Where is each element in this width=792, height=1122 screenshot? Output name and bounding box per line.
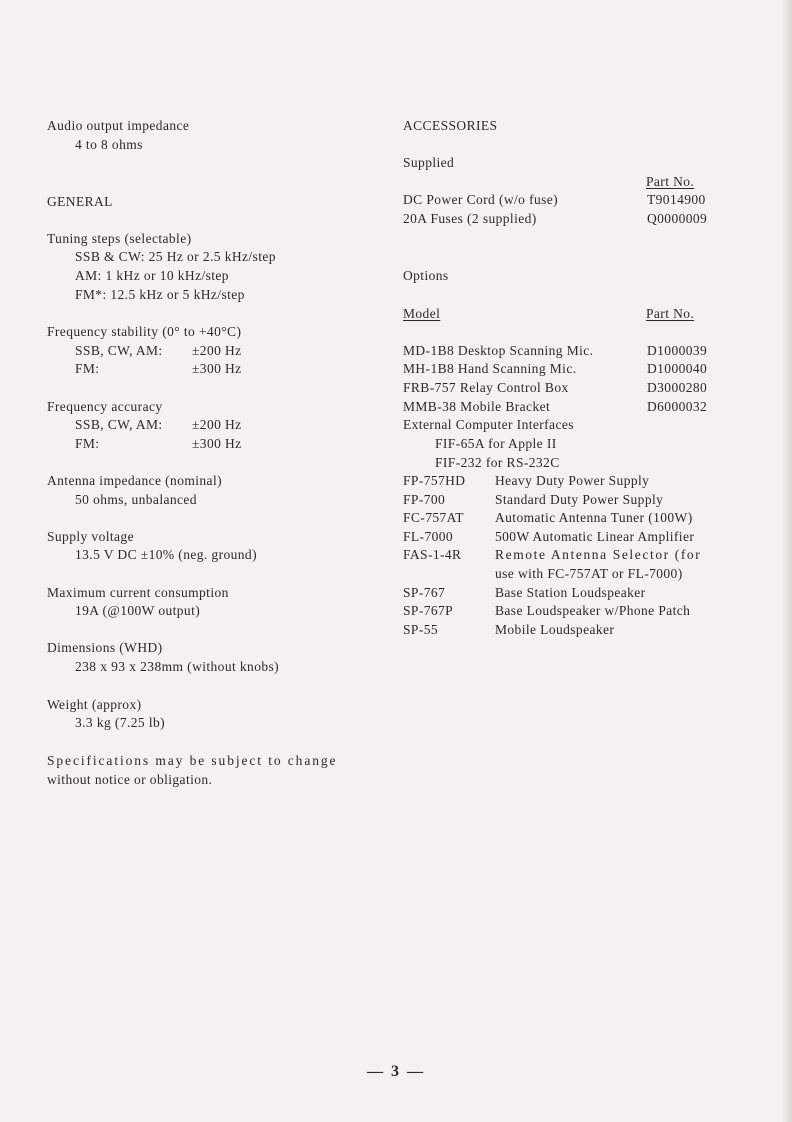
option-model-desc: Remote Antenna Selector (for: [495, 547, 702, 562]
disclaimer-line: Specifications may be subject to change: [47, 753, 338, 768]
audio-output-impedance-value: 4 to 8 ohms: [75, 137, 143, 152]
supply-voltage-value: 13.5 V DC ±10% (neg. ground): [75, 547, 257, 562]
tuning-steps-line: AM: 1 kHz or 10 kHz/step: [75, 268, 229, 283]
weight-value: 3.3 kg (7.25 lb): [75, 715, 166, 730]
max-current-value: 19A (@100W output): [75, 603, 201, 618]
option-model: FAS-1-4R: [403, 547, 462, 562]
option-part-name: MH-1B8 Hand Scanning Mic.: [403, 361, 577, 376]
tuning-steps-label: Tuning steps (selectable): [47, 231, 192, 246]
option-model: FP-700: [403, 492, 446, 507]
supplied-item-name: 20A Fuses (2 supplied): [403, 211, 537, 226]
option-model-desc-continued: use with FC-757AT or FL-7000): [495, 566, 683, 581]
option-model-desc: Automatic Antenna Tuner (100W): [495, 510, 693, 525]
option-part-name: FRB-757 Relay Control Box: [403, 380, 569, 395]
supplied-item-part: T9014900: [647, 192, 706, 207]
supplied-item-name: DC Power Cord (w/o fuse): [403, 192, 559, 207]
option-part-name: MMB-38 Mobile Bracket: [403, 399, 551, 414]
options-part-no-header: Part No.: [646, 306, 695, 321]
option-part-name: MD-1B8 Desktop Scanning Mic.: [403, 343, 594, 358]
frequency-accuracy-value: ±300 Hz: [192, 436, 242, 451]
external-interface-item: FIF-232 for RS-232C: [435, 455, 560, 470]
speaker-desc: Base Station Loudspeaker: [495, 585, 646, 600]
frequency-stability-value: ±200 Hz: [192, 343, 242, 358]
speaker-desc: Mobile Loudspeaker: [495, 622, 615, 637]
general-heading: GENERAL: [47, 194, 113, 209]
max-current-label: Maximum current consumption: [47, 585, 229, 600]
option-model-desc: Heavy Duty Power Supply: [495, 473, 650, 488]
tuning-steps-line: FM*: 12.5 kHz or 5 kHz/step: [75, 287, 245, 302]
option-part-number: D1000039: [647, 343, 708, 358]
option-model-desc: 500W Automatic Linear Amplifier: [495, 529, 695, 544]
frequency-stability-label: Frequency stability (0° to +40°C): [47, 324, 242, 339]
tuning-steps-line: SSB & CW: 25 Hz or 2.5 kHz/step: [75, 249, 276, 264]
frequency-stability-value: ±300 Hz: [192, 361, 242, 376]
speaker-model: SP-55: [403, 622, 439, 637]
option-model: FL-7000: [403, 529, 454, 544]
supply-voltage-label: Supply voltage: [47, 529, 134, 544]
option-model: FC-757AT: [403, 510, 464, 525]
option-model: FP-757HD: [403, 473, 466, 488]
page-number: — 3 —: [367, 1063, 425, 1080]
option-part-number: D3000280: [647, 380, 708, 395]
page-edge-shadow: [782, 0, 792, 1122]
audio-output-impedance-label: Audio output impedance: [47, 118, 190, 133]
option-model-desc: Standard Duty Power Supply: [495, 492, 664, 507]
frequency-accuracy-mode: SSB, CW, AM:: [75, 417, 163, 432]
speaker-desc: Base Loudspeaker w/Phone Patch: [495, 603, 691, 618]
options-heading: Options: [403, 268, 449, 283]
speaker-model: SP-767: [403, 585, 446, 600]
external-interfaces-label: External Computer Interfaces: [403, 417, 574, 432]
supplied-item-part: Q0000009: [647, 211, 708, 226]
frequency-accuracy-label: Frequency accuracy: [47, 399, 163, 414]
antenna-impedance-label: Antenna impedance (nominal): [47, 473, 222, 488]
weight-label: Weight (approx): [47, 697, 142, 712]
supplied-part-no-header: Part No.: [646, 174, 695, 189]
frequency-stability-mode: FM:: [75, 361, 100, 376]
external-interface-item: FIF-65A for Apple II: [435, 436, 557, 451]
supplied-heading: Supplied: [403, 155, 455, 170]
dimensions-label: Dimensions (WHD): [47, 640, 163, 655]
frequency-accuracy-mode: FM:: [75, 436, 100, 451]
option-part-number: D6000032: [647, 399, 708, 414]
antenna-impedance-value: 50 ohms, unbalanced: [75, 492, 197, 507]
options-model-header: Model: [403, 306, 441, 321]
dimensions-value: 238 x 93 x 238mm (without knobs): [75, 659, 280, 674]
disclaimer-line: without notice or obligation.: [47, 772, 213, 787]
speaker-model: SP-767P: [403, 603, 454, 618]
frequency-accuracy-value: ±200 Hz: [192, 417, 242, 432]
option-part-number: D1000040: [647, 361, 708, 376]
frequency-stability-mode: SSB, CW, AM:: [75, 343, 163, 358]
accessories-heading: ACCESSORIES: [403, 118, 498, 133]
